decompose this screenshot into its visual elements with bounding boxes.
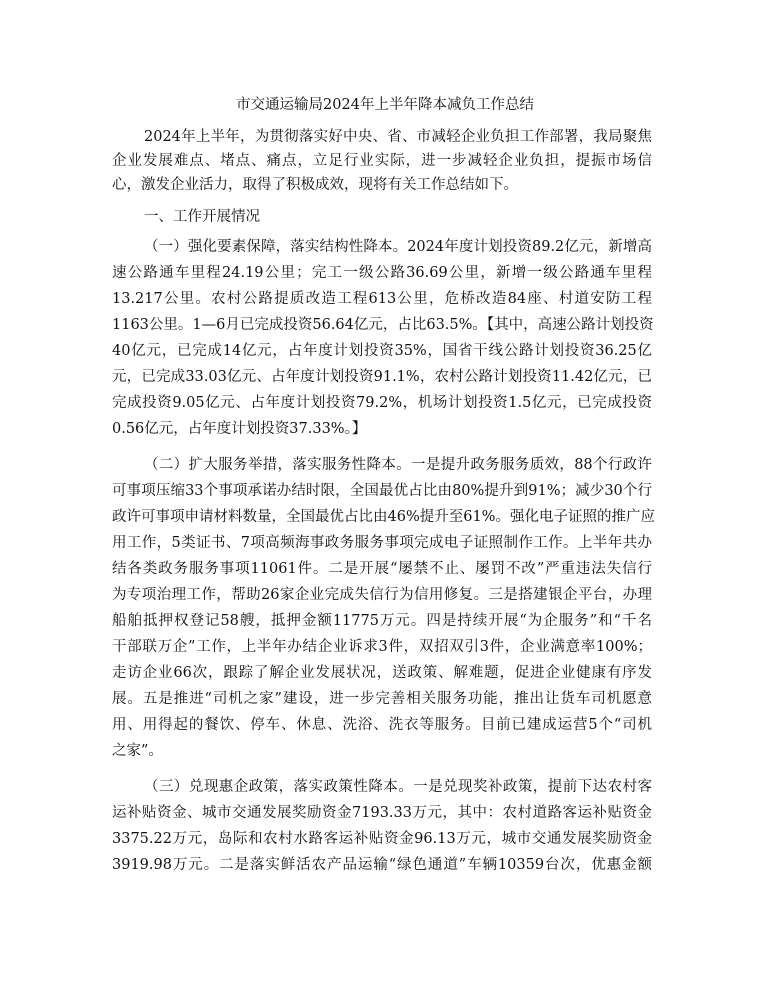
- paragraph-line: 展。五是推进“司机之家”建设，进一步完善相关服务功能，推出让货车司机愿意: [112, 691, 652, 707]
- paragraph-line: （二）扩大服务举措，落实服务性降本。一是提升政务服务质效，88个行政许: [144, 457, 652, 473]
- paragraph-line: 结各类政务服务事项11061件。二是开展“屡禁不止、屡罚不改”严重违法失信行: [112, 561, 652, 577]
- document-title: 市交通运输局2024年上半年降本减负工作总结: [236, 97, 534, 113]
- paragraph-line: 1163公里。1—6月已完成投资56.64亿元，占比63.5%。【其中，高速公路计划投资: [112, 317, 654, 333]
- paragraph-line: 40亿元，已完成14亿元，占年度计划投资35%，国省干线公路计划投资36.25亿: [112, 343, 652, 359]
- paragraph-line: 完成投资9.05亿元、占年度计划投资79.2%，机场计划投资1.5亿元，已完成投资: [112, 395, 652, 411]
- paragraph-line: 政许可事项申请材料数量，全国最优占比由46%提升至61%。强化电子证照的推广应: [112, 509, 655, 525]
- paragraph-line: 企业发展难点、堵点、痛点，立足行业实际，进一步减轻企业负担，提振市场信: [112, 153, 652, 169]
- paragraph-line: 速公路通车里程24.19公里；完工一级公路36.69公里，新增一级公路通车里程: [112, 265, 652, 281]
- paragraph-line: 元，已完成33.03亿元、占年度计划投资91.1%，农村公路计划投资11.42亿元，已: [112, 369, 652, 385]
- paragraph-line: 干部联万企”工作，上半年办结企业诉求3件，双招双引3件，企业满意率100%；: [112, 639, 652, 655]
- paragraph-line: （一）强化要素保障，落实结构性降本。2024年度计划投资89.2亿元，新增高: [144, 239, 652, 255]
- paragraph-line: 运补贴资金、城市交通发展奖励资金7193.33万元，其中：农村道路客运补贴资金: [112, 805, 652, 821]
- paragraph-line: 0.56亿元，占年度计划投资37.33%。】: [112, 421, 367, 437]
- paragraph-line: 2024年上半年，为贯彻落实好中央、省、市减轻企业负担工作部署，我局聚焦: [144, 129, 652, 145]
- section-heading: 一、工作开展情况: [144, 209, 260, 225]
- paragraph-line: 可事项压缩33个事项承诺办结时限，全国最优占比由80%提升到91%；减少30个行: [112, 483, 652, 499]
- paragraph-line: （三）兑现惠企政策，落实政策性降本。一是兑现奖补政策，提前下达农村客: [144, 779, 652, 795]
- paragraph-line: 之家”。: [112, 743, 163, 759]
- paragraph-line: 心，激发企业活力，取得了积极成效，现将有关工作总结如下。: [112, 177, 518, 193]
- paragraph-line: 船舶抵押权登记58艘，抵押金额11775万元。四是持续开展“为企服务”和“千名: [112, 613, 652, 629]
- paragraph-line: 为专项治理工作，帮助26家企业完成失信行为信用修复。三是搭建银企平台，办理: [112, 587, 652, 603]
- paragraph-line: 用、用得起的餐饮、停车、休息、洗浴、洗衣等服务。目前已建成运营5个“司机: [112, 717, 652, 733]
- paragraph-line: 用工作，5类证书、7项高频海事政务服务事项完成电子证照制作工作。上半年共办: [112, 535, 652, 551]
- paragraph-line: 3375.22万元，岛际和农村水路客运补贴资金96.13万元，城市交通发展奖励资金: [112, 831, 652, 847]
- paragraph-line: 走访企业66次，跟踪了解企业发展状况，送政策、解难题，促进企业健康有序发: [112, 665, 652, 681]
- paragraph-line: 13.217公里。农村公路提质改造工程613公里，危桥改造84座、村道安防工程: [112, 291, 652, 307]
- paragraph-line: 3919.98万元。二是落实鲜活农产品运输“绿色通道”车辆10359台次，优惠金额: [112, 857, 652, 873]
